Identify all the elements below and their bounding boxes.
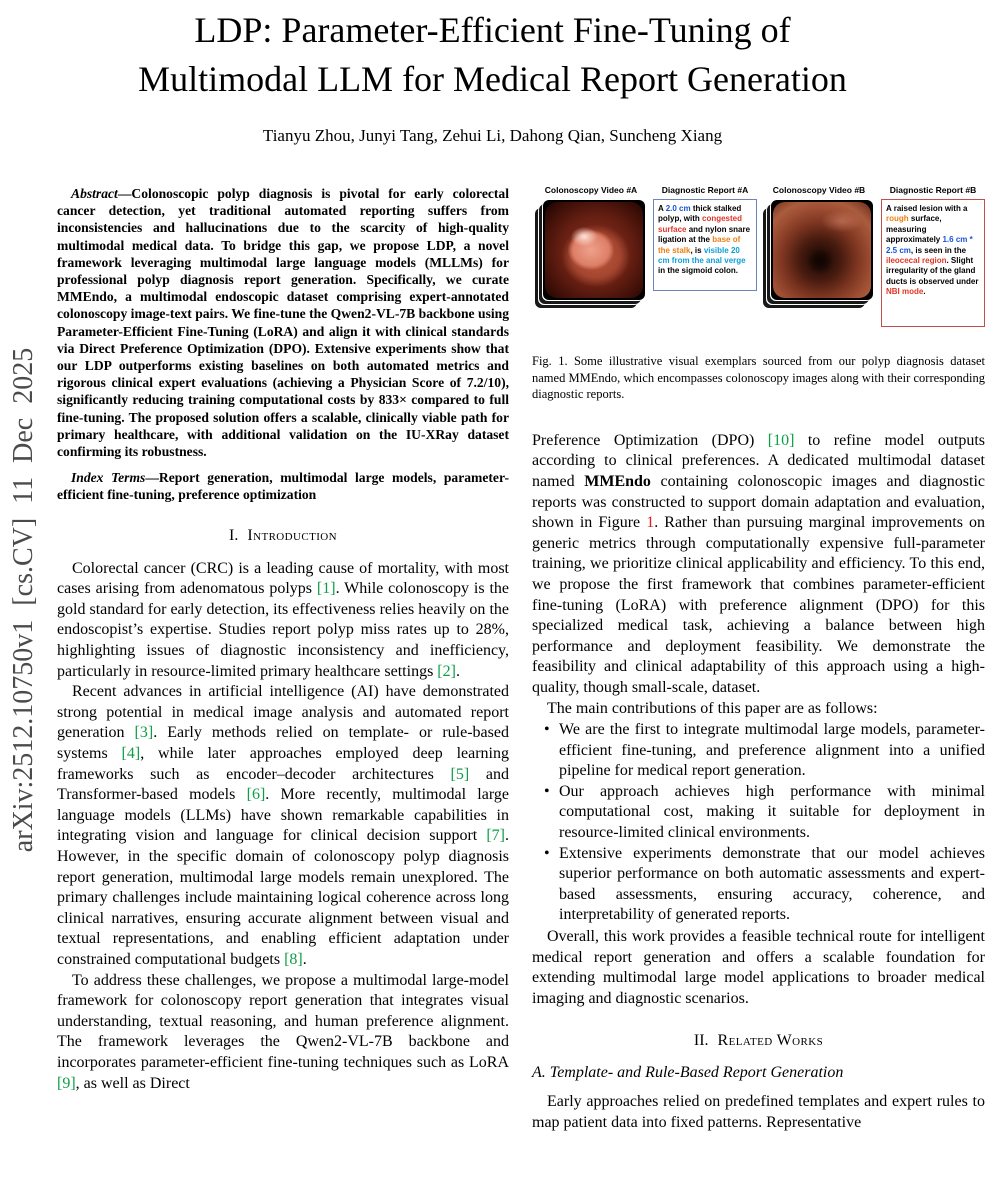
text-segment: 1.6 cm * 2.5 cm	[886, 235, 973, 255]
text-segment: . However, in the specific domain of colonoscopy polyp diagnosis report generation, multimodal large models remain unexplored. The primary challenges include maintaining logical coherence across long clinical narratives, ensuring accurate alignment between visual and textual representations, and enabling efficient adaptation under constrained computational budgets	[57, 827, 509, 968]
contributions-intro: The main contributions of this paper are as follows:	[547, 699, 878, 717]
text-segment: .	[455, 662, 460, 680]
section-number: I.	[229, 526, 239, 544]
citation-link[interactable]: [5]	[450, 765, 470, 783]
text-segment: , is	[690, 245, 704, 255]
figure-panel-report-b	[881, 185, 985, 327]
text-segment: A raised lesion with a	[886, 204, 968, 213]
video-a-label: Colonoscopy Video #A	[544, 185, 638, 195]
contribution-text: Extensive experiments demonstrate that our model achieves superior performance on both automatic assessments and expert-based assessments, ensuring accuracy, coherence, and interpretability of generated reports.	[559, 844, 985, 924]
citation-link[interactable]: [10]	[767, 431, 795, 449]
text-segment: . Early methods relied on template- or rule-based systems	[57, 724, 509, 762]
abstract-paragraph	[57, 185, 509, 460]
contribution-text: Our approach achieves high performance with minimal computational cost, making it suitable for deployment in resource-limited clinical environments.	[559, 782, 985, 842]
video-b-label: Colonoscopy Video #B	[772, 185, 866, 195]
text-segment: MMEndo	[584, 472, 651, 490]
figure-panel-video-a	[532, 185, 650, 300]
subsection-heading-a: A. Template- and Rule-Based Report Generation	[532, 1064, 844, 1082]
text-segment: , while later approaches employed deep learning frameworks such as encoder–decoder architectures	[57, 745, 509, 783]
section-number: II.	[693, 1032, 709, 1050]
contribution-text: We are the first to integrate multimodal large models, parameter-efficient fine-tuning, and preference alignment into a unified pipeline for medical report generation.	[559, 721, 985, 780]
colonoscopy-image-b-content	[773, 202, 871, 298]
text-segment: . Rather than pursuing marginal improvements on generic metrics through computationally expensive full-parameter training, we prioritize clinical applicability and efficiency. To this end, we propose the first framework that combines parameter-efficient fine-tuning (LoRA) with preference alignment (DPO) for this specialized medical task, achieving a balance between high performance and deployment feasibility. We demonstrate the feasibility and clinical adaptability of this approach using a high-quality, though small-scale, dataset.	[532, 514, 985, 696]
bullet-icon: •	[544, 844, 550, 862]
colonoscopy-image-b	[771, 200, 873, 300]
text-segment: base of the stalk	[658, 235, 741, 255]
paper-title-line2: Multimodal LLM for Medical Report Generation	[138, 59, 847, 99]
figure-ref-link[interactable]: 1	[646, 514, 655, 532]
intro-paragraph-3	[57, 971, 509, 1095]
bullet-icon: •	[544, 721, 550, 739]
text-segment: 2.0 cm	[665, 204, 691, 213]
arxiv-rail	[2, 0, 46, 1200]
citation-link[interactable]: [2]	[437, 662, 456, 680]
citation-link[interactable]: [8]	[284, 950, 303, 968]
video-b-frame-stack	[771, 200, 878, 300]
colonoscopy-image-a	[543, 200, 645, 300]
two-column-body	[57, 185, 985, 1200]
text-segment: Colorectal cancer (CRC) is a leading cause of mortality, with most cases arising from adenomatous polyps	[57, 559, 509, 598]
video-a-frame-stack	[543, 200, 650, 300]
text-segment: , as well as Direct	[75, 1074, 190, 1092]
text-segment: To address these challenges, we propose a multimodal large-model framework for colonoscopy report generation that integrates visual understanding, textual reasoning, and human preference alignment. The framework leverages the Qwen2-VL-7B backbone and incorporates parameter-efficient fine-tuning techniques such as LoRA	[57, 971, 509, 1071]
figure-panel-video-b	[760, 185, 878, 300]
arxiv-stamp: arXiv:2512.10750v1 [cs.CV] 11 Dec 2025	[8, 347, 39, 853]
citation-link[interactable]: [4]	[121, 745, 141, 762]
related-works-paragraph: Early approaches relied on predefined templates and expert rules to map patient data into fixed patterns. Representative	[532, 1093, 985, 1131]
text-segment: in the sigmoid colon.	[658, 266, 738, 276]
text-segment: congested surface	[658, 214, 743, 234]
citation-link[interactable]: [9]	[57, 1074, 76, 1092]
section-heading-related-works	[532, 1032, 985, 1050]
text-segment: to refine model outputs according to clinical preferences. A dedicated multimodal dataset named	[532, 431, 985, 490]
text-segment: , is seen in the	[910, 245, 967, 255]
figure-caption: Fig. 1. Some illustrative visual exemplars sourced from our polyp diagnosis dataset named MMEndo, which encompasses colonoscopy images along with their corresponding diagnostic reports.	[532, 354, 985, 402]
text-segment: ileocecal region	[886, 256, 947, 266]
text-segment: containing colonoscopic images and diagnostic reports was constructed to support domain adaptation and evaluation, shown in Figure	[532, 472, 985, 532]
figure-panel-report-a	[653, 185, 757, 291]
title-block	[0, 0, 985, 146]
report-b-label: Diagnostic Report #B	[889, 185, 977, 195]
left-column	[57, 185, 509, 1200]
text-segment: .	[923, 287, 926, 297]
contribution-item	[532, 844, 985, 926]
text-segment: —Colonoscopic polyp diagnosis is pivotal for early colorectal cancer detection, yet traditional automated reporting suffers from inconsistencies and hallucinations due to the scarcity of high-quality multimodal medical data. To bridge this gap, we propose LDP, a novel framework leveraging multimodal large language models (MLLMs) for professional polyp diagnosis report generation. Specifically, we curate MMEndo, a multimodal endoscopic dataset comprising expert-annotated colonoscopy image-text pairs. We fine-tune the Qwen2-VL-7B backbone using Parameter-Efficient Fine-Tuning (LoRA) and align it with clinical standards via Direct Preference Optimization (DPO). Extensive experiments show that our LDP outperforms existing baselines on both automated metrics and rigorous clinical expert evaluations (achieving a Physician Score of 7.2/10), significantly reducing training computational costs by 833× compared to full fine-tuning. The proposed solution offers a scalable, clinically viable path for primary healthcare, with additional validation on the IU-XRay dataset confirming its robustness.	[57, 186, 509, 460]
text-segment: . More recently, multimodal large language models (LLMs) have shown remarkable capabilities in integrating vision and language for clinical decision support	[57, 786, 509, 845]
contributions-list	[532, 720, 985, 926]
text-segment: Preference Optimization (DPO)	[532, 431, 768, 449]
overall-paragraph: Overall, this work provides a feasible technical route for intelligent medical report generation and offers a scalable foundation for extending multimodal large model applications to broader medical imaging and diagnostic scenarios.	[532, 928, 985, 1007]
text-segment: Abstract	[71, 186, 118, 201]
text-segment: visible 20 cm from the anal verge	[658, 245, 746, 266]
colonoscopy-image-a-content	[545, 202, 643, 298]
text-segment: and Transformer-based models	[57, 765, 509, 804]
citation-link[interactable]: [6]	[246, 786, 266, 804]
text-segment: rough	[886, 214, 909, 224]
text-segment: . Slight irregularity of the gland ducts is observed under	[886, 256, 979, 286]
diagnostic-report-box-a	[653, 199, 757, 291]
section-heading-introduction	[57, 527, 509, 545]
text-segment: Recent advances in artificial intelligence (AI) have demonstrated strong potential in medical image analysis and automated report generation	[57, 683, 509, 742]
index-terms	[57, 469, 509, 503]
text-segment: NBI mode	[886, 287, 924, 297]
contribution-item	[532, 720, 985, 782]
citation-link[interactable]: [1]	[316, 580, 336, 598]
figure-1	[532, 185, 985, 337]
authors-line: Tianyu Zhou, Junyi Tang, Zehui Li, Dahong Qian, Suncheng Xiang	[262, 126, 723, 145]
right-column	[532, 185, 985, 1200]
text-segment: —Report generation, multimodal large models, parameter-efficient fine-tuning, preference optimization	[57, 470, 509, 503]
citation-link[interactable]: [3]	[134, 724, 154, 742]
text-segment: thick stalked polyp, with	[658, 204, 742, 224]
intro-paragraph-1	[57, 559, 509, 683]
text-segment: and nylon snare ligation at the	[658, 224, 751, 245]
text-segment: . While colonoscopy is the gold standard for early detection, its effectiveness relies heavily on the endoscopist’s expertise. Studies report polyp miss rates up to 28%, highlighting issues of diagnostic inconsistency and inefficiency, particularly in resource-limited primary healthcare settings	[57, 580, 510, 680]
contribution-item	[532, 782, 985, 844]
bullet-icon: •	[544, 782, 550, 800]
text-segment: .	[302, 950, 307, 968]
citation-link[interactable]: [7]	[486, 827, 505, 845]
report-a-label: Diagnostic Report #A	[661, 185, 749, 195]
paper-title-line1: LDP: Parameter-Efficient Fine-Tuning of	[194, 10, 791, 50]
section-title: Related Works	[717, 1032, 824, 1050]
text-segment: Index Terms	[71, 470, 146, 486]
intro-paragraph-2	[57, 682, 509, 970]
body-paragraph-continued	[532, 431, 985, 699]
diagnostic-report-box-b	[881, 199, 985, 327]
section-title: Introduction	[247, 526, 337, 544]
text-segment: A	[658, 204, 666, 213]
text-segment: surface, measuring approximately	[886, 214, 943, 245]
